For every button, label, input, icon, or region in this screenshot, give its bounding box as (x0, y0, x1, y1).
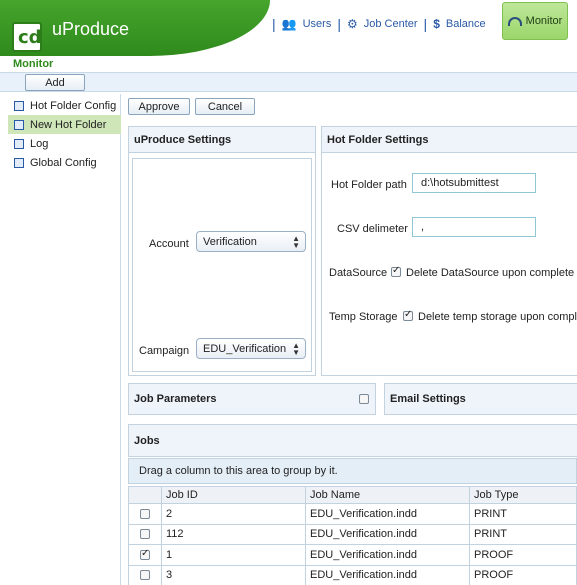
delete-temp-storage-checkbox[interactable] (403, 311, 413, 321)
job-id-cell: 3 (162, 565, 306, 585)
row-select-cell (129, 524, 162, 545)
nav-separator: | (272, 16, 276, 32)
column-header-job-type[interactable]: Job Type (470, 487, 577, 504)
column-header-job-id[interactable]: Job ID (162, 487, 306, 504)
sidebar-item-label: Global Config (30, 156, 97, 169)
hot-folder-settings-title: Hot Folder Settings (322, 127, 577, 153)
hot-folder-path-input[interactable]: d:\hotsubmittest (412, 173, 536, 193)
sidebar-item-hot-folder-config[interactable] (8, 96, 121, 115)
cancel-button[interactable]: Cancel (195, 98, 255, 115)
job-id-cell: 112 (162, 524, 306, 545)
dollar-icon: $ (433, 17, 440, 31)
campaign-label: Campaign (139, 345, 190, 357)
delete-temp-storage-label: Delete temp storage upon compl (418, 311, 577, 323)
log-icon (14, 139, 24, 149)
app-title: uProduce (52, 19, 130, 39)
job-parameters-section[interactable] (128, 383, 376, 415)
job-type-cell: PRINT (470, 524, 577, 545)
table-row[interactable] (129, 504, 577, 525)
document-icon (14, 101, 24, 111)
csv-delimeter-label: CSV delimeter (337, 223, 408, 235)
job-type-cell: PROOF (470, 565, 577, 585)
table-row[interactable] (129, 545, 577, 566)
users-icon: 👥 (281, 17, 297, 31)
add-button[interactable]: Add (25, 74, 85, 91)
jobs-table (128, 486, 577, 585)
job-id-cell: 1 (162, 545, 306, 566)
toolbar (0, 72, 577, 92)
row-select-cell (129, 545, 162, 566)
sidebar-item-global-config[interactable] (8, 153, 121, 172)
gears-icon: ⚙ (346, 17, 358, 31)
csv-delimeter-input[interactable]: , (412, 217, 536, 237)
row-checkbox[interactable] (140, 570, 150, 580)
document-icon (14, 158, 24, 168)
account-select-value: Verification (203, 235, 257, 248)
nav-job-center[interactable] (341, 17, 424, 31)
datasource-label: DataSource (329, 267, 388, 279)
column-header-job-name[interactable]: Job Name (306, 487, 470, 504)
nav-users-label: Users (302, 18, 332, 30)
row-checkbox[interactable] (140, 529, 150, 539)
brand-banner (0, 0, 270, 56)
table-row[interactable] (129, 524, 577, 545)
nav-users[interactable] (276, 17, 338, 31)
uproduce-settings-body (132, 158, 312, 372)
header (0, 0, 577, 56)
select-arrows-icon: ▲ ▼ (292, 234, 300, 250)
nav-monitor-label: Monitor (525, 15, 563, 27)
approve-button[interactable]: Approve (128, 98, 190, 115)
jobs-title: Jobs (134, 434, 160, 447)
uproduce-settings-title: uProduce Settings (129, 127, 315, 153)
job-parameters-title: Job Parameters (134, 393, 217, 405)
top-nav (272, 14, 492, 34)
nav-monitor-tab[interactable] (502, 2, 568, 40)
row-select-cell (129, 565, 162, 585)
campaign-select-value: EDU_Verification (203, 342, 287, 355)
job-type-cell: PROOF (470, 545, 577, 566)
email-settings-title: Email Settings (390, 393, 466, 405)
row-checkbox[interactable] (140, 509, 150, 519)
delete-datasource-label: Delete DataSource upon complete (406, 267, 575, 279)
sidebar-item-label: Hot Folder Config (30, 99, 117, 112)
campaign-select[interactable] (196, 338, 306, 359)
delete-datasource-checkbox[interactable] (391, 267, 401, 277)
job-type-cell: PRINT (470, 504, 577, 525)
sidebar-item-new-hot-folder[interactable] (8, 115, 121, 134)
nav-separator: | (423, 16, 428, 32)
uproduce-logo-icon: cd (12, 22, 42, 52)
uproduce-settings-panel (128, 126, 316, 376)
select-arrows-icon: ▲ ▼ (292, 341, 300, 357)
nav-separator: | (337, 16, 341, 32)
select-column-header (129, 487, 162, 504)
email-settings-section[interactable] (384, 383, 577, 415)
nav-balance[interactable] (427, 17, 491, 31)
hot-folder-settings-panel (321, 126, 577, 376)
sidebar-item-label: Log (30, 137, 49, 150)
account-label: Account (149, 238, 189, 250)
job-id-cell: 2 (162, 504, 306, 525)
row-select-cell (129, 504, 162, 525)
jobs-section (128, 424, 577, 457)
hot-folder-path-label: Hot Folder path (331, 179, 407, 191)
group-by-drop-area[interactable]: Drag a column to this area to group by it. (128, 458, 577, 484)
sidebar-item-label: New Hot Folder (30, 118, 107, 131)
page-title: Monitor (13, 58, 54, 70)
sidebar (8, 94, 121, 585)
account-select[interactable] (196, 231, 306, 252)
jobs-header-row (129, 487, 577, 504)
nav-balance-label: Balance (445, 18, 486, 30)
nav-job-center-label: Job Center (363, 18, 418, 30)
job-name-cell: EDU_Verification.indd (306, 565, 470, 585)
job-name-cell: EDU_Verification.indd (306, 545, 470, 566)
gauge-icon (508, 17, 522, 26)
job-parameters-checkbox[interactable] (359, 394, 369, 404)
document-icon (14, 120, 24, 130)
row-checkbox[interactable] (140, 550, 150, 560)
sidebar-item-log[interactable] (8, 134, 121, 153)
temp-storage-label: Temp Storage (329, 311, 398, 323)
table-row[interactable] (129, 565, 577, 585)
job-name-cell: EDU_Verification.indd (306, 524, 470, 545)
job-name-cell: EDU_Verification.indd (306, 504, 470, 525)
